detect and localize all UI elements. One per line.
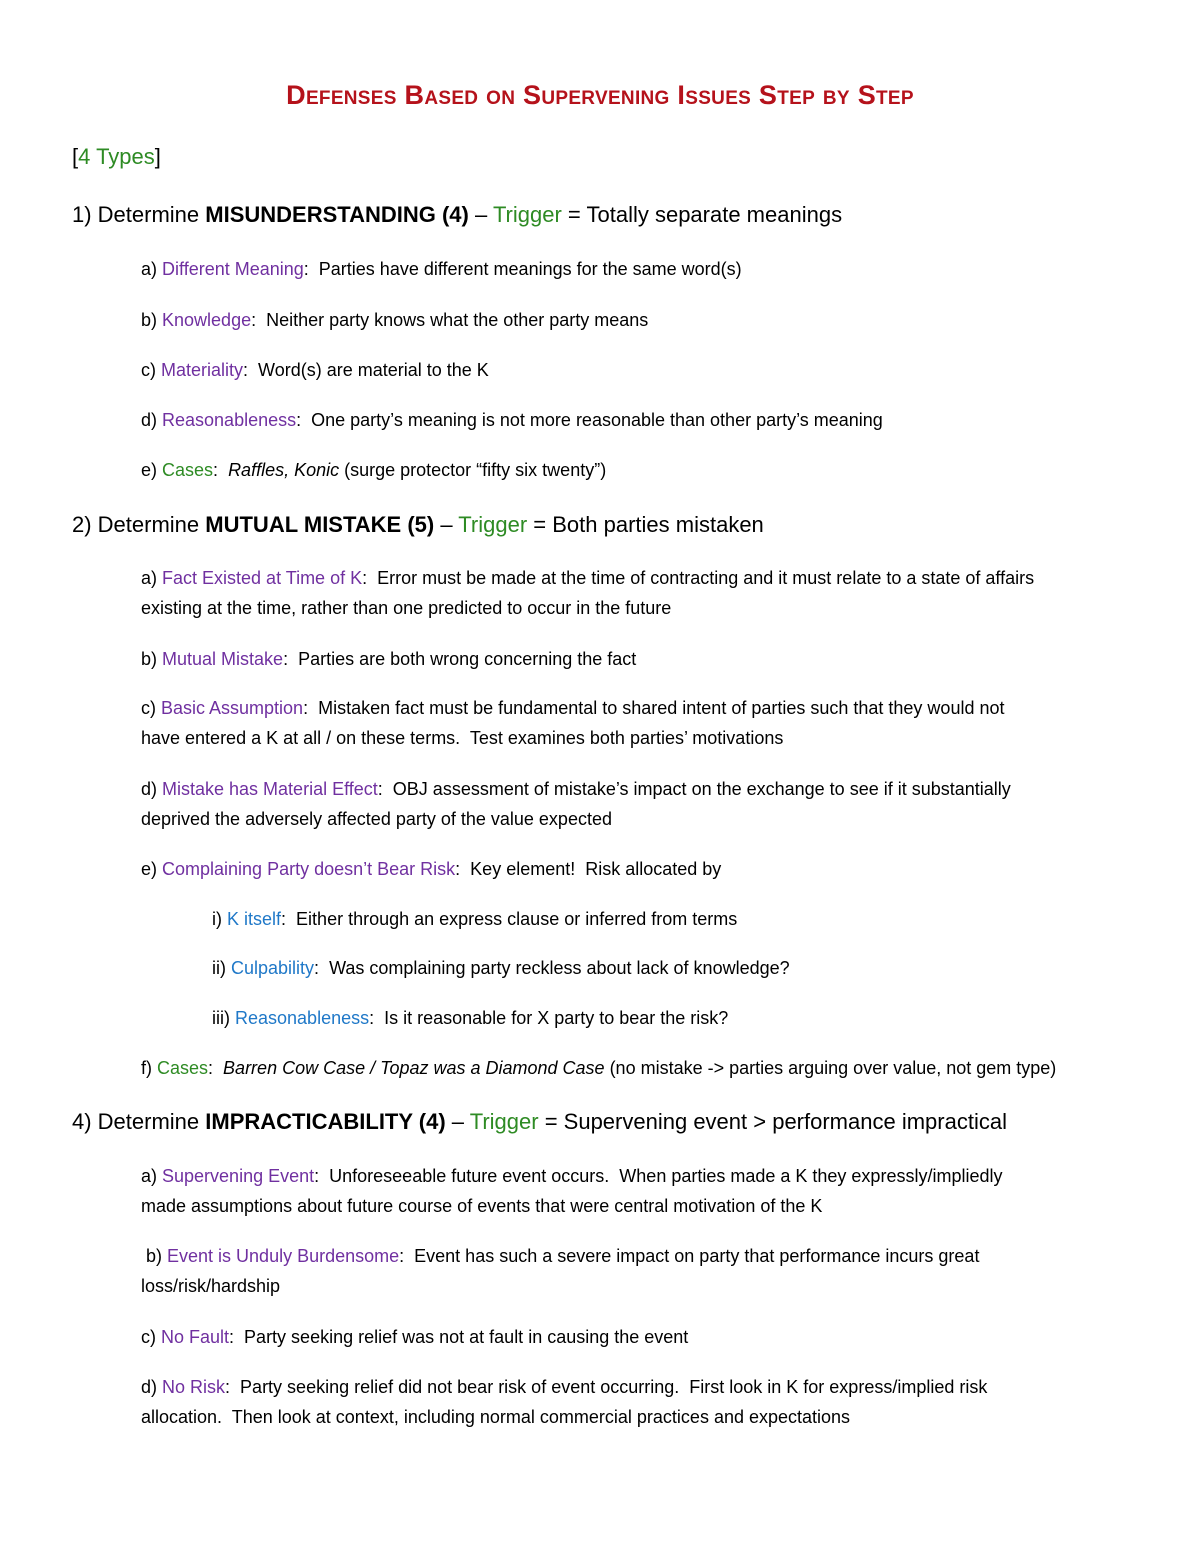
item-letter: b) [141,1246,168,1266]
item-term: No Fault [161,1327,230,1347]
bracket-open: [ [72,144,79,169]
item-term: Complaining Party doesn’t Bear Risk [162,859,456,879]
cases-term: Cases [157,1058,209,1078]
list-item-continuation: deprived the adversely affected party of the value expected [141,809,612,829]
item-letter: b) [141,649,163,669]
section-heading-mutual-mistake [72,512,764,538]
item-text: Key element! Risk allocated by [470,859,722,879]
list-item [141,859,721,880]
list-item [141,1327,688,1348]
item-colon: : [281,909,297,929]
item-text: (no mistake -> parties arguing over value, not gem type) [604,1058,1057,1078]
item-letter: d) [141,410,163,430]
cases-term: Cases [162,460,214,480]
item-text: Event has such a severe impact on party that performance incurs great [414,1246,980,1266]
item-term: Knowledge [162,310,252,330]
list-item [141,779,1011,800]
item-text: One party’s meaning is not more reasonable than other party’s meaning [311,410,883,430]
item-colon: : [377,779,393,799]
item-text: Error must be made at the time of contracting and it must relate to a state of affairs [377,568,1035,588]
trigger-text: = Totally separate meanings [561,202,843,227]
item-text: Party seeking relief did not bear risk of event occurring. First look in K for express/implied risk [240,1377,988,1397]
item-term: Materiality [161,360,244,380]
item-text: Parties are both wrong concerning the fact [298,649,637,669]
section-number: 4) Determine [72,1109,206,1134]
section-number: 2) Determine [72,512,206,537]
item-text: (surge protector “fifty six twenty”) [339,460,607,480]
item-letter: c) [141,360,161,380]
section-dash: – [468,202,493,227]
list-item-continuation: allocation. Then look at context, including normal commercial practices and expectations [141,1407,851,1427]
trigger-label: Trigger [492,202,562,227]
item-colon: : [399,1246,415,1266]
item-letter: a) [141,259,163,279]
item-text: Is it reasonable for X party to bear the risk? [384,1008,729,1028]
list-item [141,1377,987,1398]
list-item-continuation: have entered a K at all / on these terms. Test examines both parties’ motivations [141,728,784,748]
trigger-text: = Both parties mistaken [527,512,764,537]
item-term: Mistake has Material Effect [162,779,378,799]
case-names: Barren Cow Case / Topaz was a Diamond Case [223,1058,605,1078]
section-heading-misunderstanding [72,202,842,228]
item-letter: b) [141,310,163,330]
section-name: IMPRACTICABILITY (4) [205,1109,446,1134]
item-letter: a) [141,568,163,588]
item-colon: : [213,460,229,480]
item-colon: : [369,1008,385,1028]
item-letter: d) [141,1377,163,1397]
item-colon: : [225,1377,241,1397]
item-colon: : [243,360,259,380]
item-term: Basic Assumption [161,698,304,718]
item-letter: a) [141,1166,163,1186]
bracket-close: ] [154,144,161,169]
trigger-label: Trigger [458,512,528,537]
item-colon: : [303,259,319,279]
list-item [141,410,883,431]
item-letter: d) [141,779,163,799]
item-term: No Risk [162,1377,226,1397]
list-item [141,360,489,381]
list-item [141,1246,979,1267]
item-colon: : [208,1058,224,1078]
list-item [141,1166,1002,1187]
cases-item [141,460,606,481]
section-number: 1) Determine [72,202,206,227]
item-text: Word(s) are material to the K [258,360,489,380]
item-letter: i) [212,909,227,929]
item-letter: iii) [212,1008,235,1028]
item-text: OBJ assessment of mistake’s impact on the exchange to see if it substantially [392,779,1011,799]
item-term: Mutual Mistake [162,649,284,669]
list-item [141,259,742,280]
item-letter: e) [141,859,163,879]
item-term: Reasonableness [162,410,297,430]
list-item [141,649,636,670]
item-term: Supervening Event [162,1166,315,1186]
item-term: Fact Existed at Time of K [162,568,363,588]
item-colon: : [229,1327,245,1347]
trigger-label: Trigger [469,1109,539,1134]
types-label: 4 Types [78,144,155,169]
item-colon: : [303,698,319,718]
cases-item [141,1058,1056,1079]
item-letter: c) [141,698,161,718]
item-term: Reasonableness [235,1008,370,1028]
list-item [141,698,1004,719]
section-name: MUTUAL MISTAKE (5) [205,512,435,537]
item-text: Either through an express clause or inferred from terms [296,909,738,929]
item-letter: e) [141,460,163,480]
item-text: Was complaining party reckless about lack of knowledge? [329,958,790,978]
section-name: MISUNDERSTANDING (4) [205,202,469,227]
list-item-continuation: made assumptions about future course of events that were central motivation of the K [141,1196,823,1216]
sub-list-item [212,909,737,930]
section-heading-impracticability [72,1109,1007,1135]
section-dash: – [445,1109,470,1134]
item-term: Event is Unduly Burdensome [167,1246,400,1266]
document-title: Defenses Based on Supervening Issues Step by Step [286,80,914,110]
item-colon: : [362,568,378,588]
item-text: Parties have different meanings for the same word(s) [318,259,742,279]
item-term: K itself [227,909,282,929]
list-item-continuation: existing at the time, rather than one predicted to occur in the future [141,598,672,618]
sub-list-item [212,958,790,979]
item-colon: : [283,649,299,669]
item-text: Unforeseeable future event occurs. When parties made a K they expressly/impliedly [329,1166,1003,1186]
item-term: Culpability [231,958,315,978]
case-names: Raffles, Konic [228,460,340,480]
item-text: Party seeking relief was not at fault in causing the event [244,1327,689,1347]
item-letter: f) [141,1058,157,1078]
item-letter: ii) [212,958,231,978]
item-text: Mistaken fact must be fundamental to shared intent of parties such that they would not [318,698,1005,718]
sub-list-item [212,1008,728,1029]
list-item-continuation: loss/risk/hardship [141,1276,281,1296]
item-colon: : [296,410,312,430]
item-colon: : [314,1166,330,1186]
list-item [141,568,1034,589]
item-colon: : [314,958,330,978]
types-note [72,144,161,170]
item-text: Neither party knows what the other party means [266,310,649,330]
list-item [141,310,648,331]
item-term: Different Meaning [162,259,304,279]
item-letter: c) [141,1327,161,1347]
item-colon: : [455,859,471,879]
section-dash: – [434,512,459,537]
trigger-text: = Supervening event > performance impractical [538,1109,1007,1134]
item-colon: : [251,310,267,330]
